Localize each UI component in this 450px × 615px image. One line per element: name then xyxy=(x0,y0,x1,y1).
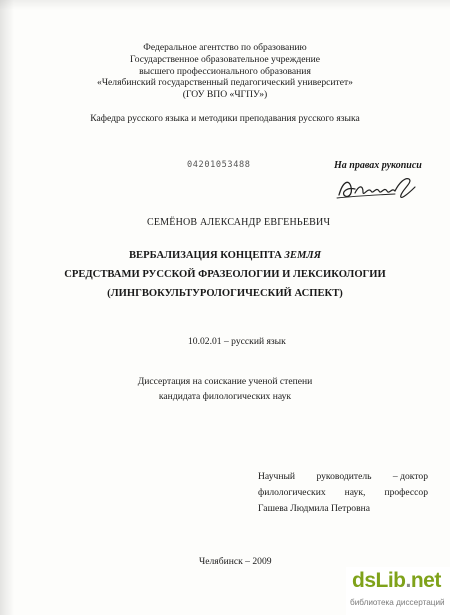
dslib-logo[interactable] xyxy=(352,569,441,593)
advisor-word: руководитель xyxy=(316,471,372,482)
watermark-subtitle: библиотека диссертаций xyxy=(350,598,445,607)
advisor-word: профессор xyxy=(384,487,428,498)
institution-line: высшего профессионального образования xyxy=(139,65,311,77)
logo-tld: net xyxy=(410,569,441,592)
author-name: СЕМЁНОВ АЛЕКСАНДР ЕВГЕНЬЕВИЧ xyxy=(147,217,331,228)
handwritten-signature xyxy=(335,173,425,205)
institution-line: «Челябинский государственный педагогический университет» xyxy=(97,77,353,89)
institution-line: Государственное образовательное учреждение xyxy=(130,53,320,65)
dissertation-title xyxy=(0,246,450,303)
institution-line: (ГОУ ВПО «ЧГПУ») xyxy=(182,89,268,101)
institution-line: Федеральное агентство по образованию xyxy=(143,42,307,53)
logo-main: dsLib xyxy=(352,569,406,592)
advisor-word: наук, xyxy=(344,487,366,498)
title-line-1-text: ВЕРБАЛИЗАЦИЯ КОНЦЕПТА xyxy=(128,250,285,261)
degree-statement xyxy=(0,374,450,404)
advisor-word: Научный xyxy=(258,471,296,482)
scientific-advisor xyxy=(258,469,428,517)
degree-line-2: кандидата филологических наук xyxy=(158,391,292,402)
advisor-line-1 xyxy=(258,469,428,485)
title-line-2: СРЕДСТВАМИ РУССКОЙ ФРАЗЕОЛОГИИ И ЛЕКСИКОЛОГИИ xyxy=(64,269,386,280)
dslib-watermark[interactable] xyxy=(346,567,450,615)
advisor-name: Гашева Людмила Петровна xyxy=(258,503,370,514)
specialty-code: 10.02.01 – русский язык xyxy=(188,336,286,347)
institution-header xyxy=(0,42,450,101)
logo-dot: . xyxy=(405,569,411,592)
advisor-word: – доктор xyxy=(392,471,428,482)
advisor-word: филологических xyxy=(258,487,326,498)
scan-shadow-top xyxy=(0,0,450,10)
title-emphasis: ЗЕМЛЯ xyxy=(284,250,321,261)
degree-line-1: Диссертация на соискание ученой степени xyxy=(137,376,313,387)
advisor-line-2 xyxy=(258,485,428,501)
city-year: Челябинск – 2009 xyxy=(199,556,272,567)
title-line-1 xyxy=(0,246,450,265)
department-line: Кафедра русского языка и методики преподавания русского языка xyxy=(90,113,360,124)
library-code: 04201053488 xyxy=(187,160,251,170)
title-line-3: (ЛИНГВОКУЛЬТУРОЛОГИЧЕСКИЙ АСПЕКТ) xyxy=(107,288,343,299)
rights-label: На правах рукописи xyxy=(334,160,422,171)
